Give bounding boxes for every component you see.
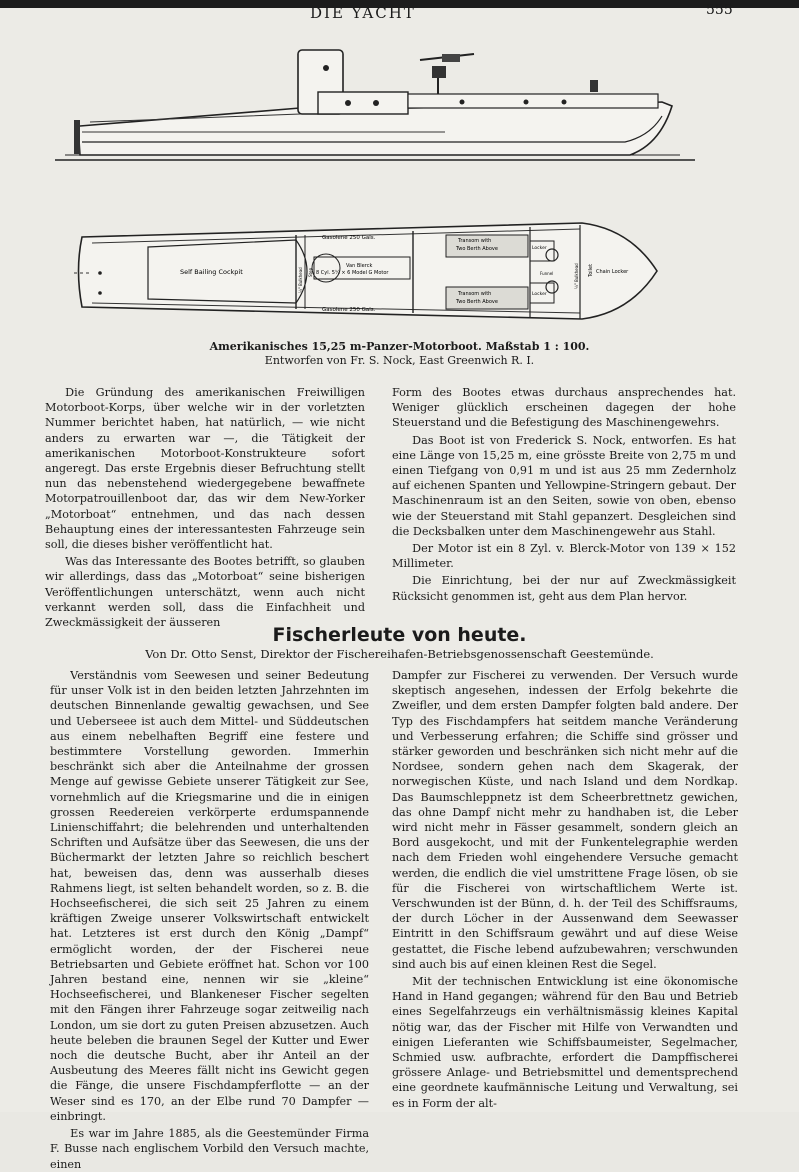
- label-bulkhead-2: ¼" Bulkhead: [574, 263, 579, 289]
- article1-column-right: [392, 385, 736, 604]
- label-chain-locker: Chain Locker: [596, 269, 629, 275]
- label-transom-top-2: Two Berth Above: [456, 246, 498, 252]
- article-title: Fischerleute von heute.: [272, 624, 527, 646]
- label-bulkhead-1: ¼" Bulkhead: [298, 267, 303, 293]
- paragraph: Das Boot ist von Frederick S. Nock, entworfen. Es hat eine Länge von 15,25 m, eine grösste Breite von 2,75 m und einen Tiefgang von 0,91 m und ist aus 25 mm Zedernholz auf eichenen Spanten und Yellowpine-Stringern gebaut. Der Maschinenraum ist an den Seiten, sowie von oben, ebenso wie der Steuerstand mit Stahl gepanzert. Desgleichen sind die Decksbalken unter dem Maschinengewehr aus Stahl.: [392, 433, 736, 538]
- label-transom-top-1: Transom with: [458, 238, 492, 244]
- paragraph: Der Motor ist ein 8 Zyl. v. Blerck-Motor von 139 × 152 Millimeter.: [392, 542, 736, 571]
- article-byline: Von Dr. Otto Senst, Direktor der Fischereihafen-Betriebsgenossenschaft Geestemünde.: [145, 647, 654, 661]
- paragraph: Die Einrichtung, bei der nur auf Zweckmässigkeit Rücksicht genommen ist, geht aus dem Plan hervor.: [392, 574, 736, 603]
- paragraph: Mit der technischen Entwicklung ist eine ökonomische Hand in Hand gegangen; während für den Bau und Betrieb eines Segelfahrzeugs ein verhältnismässig kleines Kapital nötig war, das der Fischer mit Hilfe von Verwandten und einigen Lieferanten wie Schiffsbaumeister, Segelmacher, Schmied usw. aufbrachte, erfordert die Dampffischerei grössere Anlage- und Betriebsmittel und dementsprechend eine geordnete kaufmännische Leitung und Verwaltung, sei es in Form der alt-: [392, 975, 738, 1110]
- label-locker-top: Locker: [532, 246, 547, 251]
- figure-caption-title: [0, 340, 799, 353]
- running-head: DIE YACHT: [310, 4, 416, 22]
- page-number: 555: [706, 2, 733, 18]
- label-transom-bottom-2: Two Berth Above: [456, 299, 498, 305]
- paragraph: Verständnis vom Seewesen und seiner Bedeutung für unser Volk ist in den beiden letzten Jahrzehnten im deutschen Binnenlande gewaltig gewachsen, und See und Ueberseee ist auch dem Mittel- und Süddeutschen aus einem nebelhaften Begriff eine festere und bestimmtere Vorstellung geworden. Immerhin beschränkt sich aber die Anteilnahme der grossen Menge auf gewisse Gebiete unserer Tätigkeit zur See, vornehmlich auf die Kriegsmarine und die in einigen grossen Reedereien verkörperte erdumspannende Linienschiffahrt; die belehrenden und unterhaltenden Schriften und Aufsätze über das Seewesen, die uns der Büchermarkt der letzten Jahre so reichlich beschert hat, beweisen das, denn was ausserhalb dieses Rahmens liegt, ist selten behandelt worden, so z. B. die Hochseefischerei, die sich seit 25 Jahren zu einem kräftigen Zweige unserer Volkswirtschaft entwickelt hat. Letzteres ist erst durch den König „Dampf“ ermöglicht worden, der der Fischerei neue Betriebsarten und Gebiete eröffnet hat. Schon vor 100 Jahren bestand eine, nennen wir sie „kleine“ Hochseefischerei, und Blankeneser Fischer segelten mit den Fängen ihrer Fahrzeuge sogar zeitweilig nach London, um sie dort zu guten Preisen abzusetzen. Auch heute beleben die braunen Segel der Kutter und Ewer noch die deutsche Bucht, aber ihr Anteil an der Ausbeutung des Meeres fällt nicht ins Gewicht gegen die Fänge, die unsere Fischdampferflotte — an der Weser sind es 170, an der Elbe rund 70 Dampfer — einbringt.: [50, 669, 369, 1123]
- label-cockpit: Self Bailing Cockpit: [180, 268, 243, 276]
- paragraph: Form des Bootes etwas durchaus ansprechendes hat. Weniger glücklich erscheinen dagegen der hohe Steuerstand und die Befestigung des Maschinengewehrs.: [392, 386, 736, 430]
- article1-column-left: [45, 385, 365, 630]
- boat-deck-plan-drawing: [60, 215, 670, 335]
- label-transom-bottom-1: Transom with: [458, 291, 492, 297]
- paragraph: Die Gründung des amerikanischen Freiwilligen Motorboot-Korps, über welche wir in der vorletzten Nummer berichtet haben, hat natürlich, — wie nicht anders zu erwarten war —, die Tätigkeit der amerikanischen Motorboot-Konstrukteure sofort angeregt. Das erste Ergebnis dieser Befruchtung stellt nun das nebenstehend wiedergegebene bewaffnete Motorpatrouillenboot dar, das wir dem New-Yorker „Motorboat“ entnehmen, und das nach dessen Behauptung eines der interessantesten Fahrzeuge sein soll, die dieses bisher veröffentlicht hat.: [45, 386, 365, 552]
- paragraph: Es war im Jahre 1885, als die Geestemünder Firma F. Busse nach englischem Vorbild den Versuch machte, einen: [50, 1127, 369, 1171]
- caption-scale: Maßstab 1 : 100.: [485, 340, 590, 353]
- label-step: Step: [308, 267, 313, 277]
- figure-caption-author: Entworfen von Fr. S. Nock, East Greenwich R. I.: [264, 354, 535, 367]
- article2-column-right: [392, 668, 738, 1111]
- caption-title-text: Amerikanisches 15,25 m-Panzer-Motorboot.: [209, 340, 482, 353]
- label-motor-1: Van Blerck: [346, 263, 373, 269]
- label-gasolene-top: Gasolene 250 Gals.: [322, 235, 376, 241]
- label-locker-bottom: Locker: [532, 292, 547, 297]
- label-toilet: Toilet: [588, 263, 594, 277]
- label-funnel: Funnel: [540, 271, 554, 276]
- paragraph: Dampfer zur Fischerei zu verwenden. Der Versuch wurde skeptisch angesehen, indessen der Erfolg bekehrte die Zweifler, und dem ersten Dampfer folgten bald andere. Der Typ des Fischdampfers hat seitdem manche Veränderung und Verbesserung erfahren; die Schiffe sind grösser und stärker geworden und beschränken sich nicht mehr auf die Nordsee, sondern gehen nach dem Skagerak, der norwegischen Küste, und nach Island und dem Nordkap. Das Baumschleppnetz ist dem Scheerbrettnetz gewichen, das ohne Dampf nicht mehr zu handhaben ist, die Leber wird nicht mehr in Fässer gesammelt, sondern gleich an Bord ausgekocht, und mit der Funkentelegraphie werden nach dem Frieden wohl eingehendere Versuche gemacht werden, die endlich die viel umstrittene Frage lösen, ob sie für die Fischerei von wirtschaftlichem Werte ist. Verschwunden ist der Bünn, d. h. der Teil des Schiffsraums, der durch Löcher in der Aussenwand dem Seewasser Eintritt in den Schiffsraum gewährt und auf diese Weise gestattet, die Fische lebend aufzubewahren; verschwunden sind auch bis auf einen kleinen Rest die Segel.: [392, 669, 738, 971]
- label-gasolene-bottom: Gasolene 250 Gals.: [322, 307, 376, 313]
- label-motor-2: 8 Cyl. 5¼ × 6 Model G Motor: [316, 270, 389, 276]
- article2-column-left: [50, 668, 369, 1172]
- boat-side-elevation-drawing: [50, 44, 700, 168]
- paragraph: Was das Interessante des Bootes betrifft, so glauben wir allerdings, dass das „Motorboat“ seine bisherigen Veröffentlichungen unterschätzt, wenn auch nicht verkannt werden soll, dass die Einfachheit und Zweckmässigkeit der äusseren: [45, 555, 365, 630]
